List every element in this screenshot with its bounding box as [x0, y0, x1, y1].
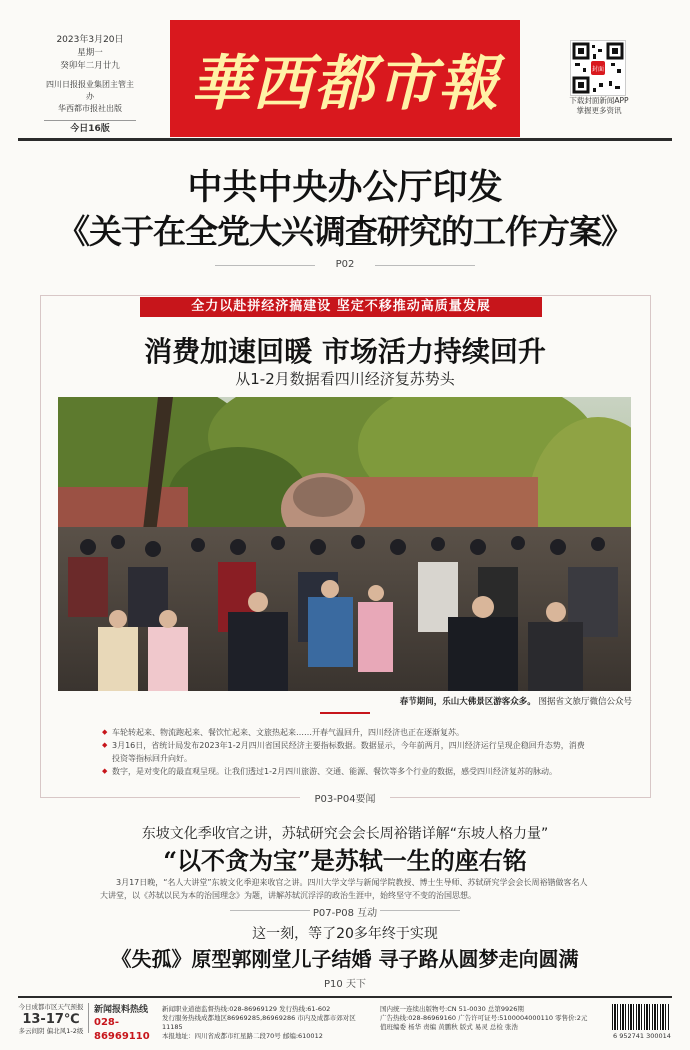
- footer-info-line: 发行服务热线成都地区86969285,86969286 市内及成都市郊对区11185: [162, 1014, 356, 1031]
- page-count: 今日16版: [44, 120, 136, 139]
- weekday: 星期一: [77, 48, 103, 58]
- lead-headline-line-2[interactable]: 《关于在全党大兴调查研究的工作方案》: [57, 212, 633, 251]
- story2-kicker: 东坡文化季收官之讲，苏轼研究会会长周裕锴详解“东坡人格力量”: [141, 826, 549, 842]
- feature-bullet-list: [102, 726, 590, 778]
- hotline-number[interactable]: 028-86969110: [94, 1017, 150, 1042]
- photo-caption: [350, 695, 632, 707]
- feature-headline[interactable]: 消费加速回暖 市场活力持续回升: [144, 335, 546, 368]
- caption-main: 春节期间，乐山大佛景区游客众多。: [399, 697, 536, 707]
- divider: [375, 265, 475, 266]
- story3-page-ref[interactable]: P10 天下: [324, 979, 366, 990]
- lunar-date: 癸卯年二月廿九: [60, 61, 120, 71]
- red-accent-rule: [320, 712, 370, 714]
- footer-info-line: 本报地址：四川省成都市红星路二段70号 邮编:610012: [162, 1032, 323, 1040]
- weather-box: [18, 1003, 84, 1036]
- hotline-box: [94, 1004, 156, 1044]
- barcode-icon: [612, 1004, 670, 1030]
- divider: [380, 910, 460, 911]
- qr-label-line-1: 下载封面新闻APP: [569, 96, 629, 105]
- barcode-number: 6 952741 300014: [613, 1032, 671, 1040]
- issue-date: 2023年3月20日: [56, 35, 124, 45]
- logo-text: 華西都市報: [190, 48, 500, 119]
- leshan-buddha-photo[interactable]: [58, 397, 631, 691]
- weather-desc: 多云间阴 偏北风1-2级: [18, 1027, 84, 1035]
- story2-body: 3月17日晚，“名人大讲堂”东坡文化季迎来收官之讲。四川大学文学与新闻学院教授、博士生导师、苏轼研究学会会长周裕锴做客名人大讲堂，以《苏轼以民为本的治国理念》为题，讲解苏轼沉浮浮的政治生涯中，始终坚守不变的治国思想。: [100, 878, 588, 900]
- weather-label: 今日成都市区天气预报: [18, 1003, 84, 1011]
- footer-info-line: 广告热线:028-86969160 广告许可证号:5100004000110 零售价:2元: [380, 1014, 588, 1022]
- qr-label: [560, 96, 638, 116]
- lead-headline-line-1[interactable]: 中共中央办公厅印发: [187, 167, 503, 208]
- footer-divider: [18, 996, 672, 998]
- list-item: ◆ 3月16日，省统计局发布2023年1-2月四川省国民经济主要指标数据。数据显示，今年前两月，四川经济运行呈现企稳回升态势，消费投资等指标回升向好。: [102, 739, 590, 765]
- qr-code-icon[interactable]: [570, 40, 626, 96]
- hotline-label: 新闻报料热线: [94, 1005, 149, 1015]
- publisher-line-2: 华西都市报社出版: [58, 104, 122, 113]
- publisher-line-1: 四川日报报业集团主管主办: [46, 80, 134, 101]
- svg-text:封面: 封面: [591, 66, 605, 73]
- lead-page-ref[interactable]: P02: [335, 259, 355, 270]
- list-item: ◆ 车轮转起来、物流跑起来、餐饮忙起来、文旅热起来……开春气温回升，四川经济也正在逐渐复苏。: [102, 726, 590, 739]
- caption-credit: 图据省文旅厅微信公众号: [538, 697, 632, 707]
- feature-page-ref[interactable]: P03-P04要闻: [300, 790, 390, 805]
- story3-kicker: 这一刻，等了20多年终于实现: [252, 926, 438, 942]
- newspaper-logo: [170, 20, 520, 137]
- divider: [88, 1003, 89, 1033]
- feature-banner: 全力以赴拼经济搞建设 坚定不移推动高质量发展: [140, 297, 542, 317]
- list-item: ◆ 数字，是对变化的最直观呈现。让我们透过1-2月四川旅游、交通、能源、餐饮等多个行业的数据，感受四川经济复苏的脉动。: [102, 765, 590, 778]
- story2-headline[interactable]: “以不贪为宝”是苏轼一生的座右铭: [163, 846, 527, 875]
- feature-subhead: 从1-2月数据看四川经济复苏势头: [235, 370, 455, 388]
- footer-info-line: 值班编委 杨华 责编 黄鹏秋 版式 易灵 总检 张浩: [380, 1023, 518, 1031]
- footer-info-line: 国内统一连续出版物号:CN 51-0030 总第9926期: [380, 1005, 524, 1013]
- footer-info-left: [162, 1005, 372, 1041]
- masthead-date-block: [44, 34, 136, 139]
- masthead-divider: [18, 138, 672, 141]
- footer-info-line: 新闻职业道德监督热线:028-86969129 发行热线:61-602: [162, 1005, 331, 1013]
- weather-temp: 13-17℃: [22, 1012, 80, 1027]
- footer-info-right: [380, 1005, 608, 1032]
- story3-headline[interactable]: 《失孤》原型郭刚堂儿子结婚 寻子路从圆梦走向圆满: [111, 947, 579, 971]
- story2-page-ref[interactable]: P07-P08 互动: [312, 908, 378, 919]
- qr-label-line-2: 掌握更多资讯: [576, 106, 622, 115]
